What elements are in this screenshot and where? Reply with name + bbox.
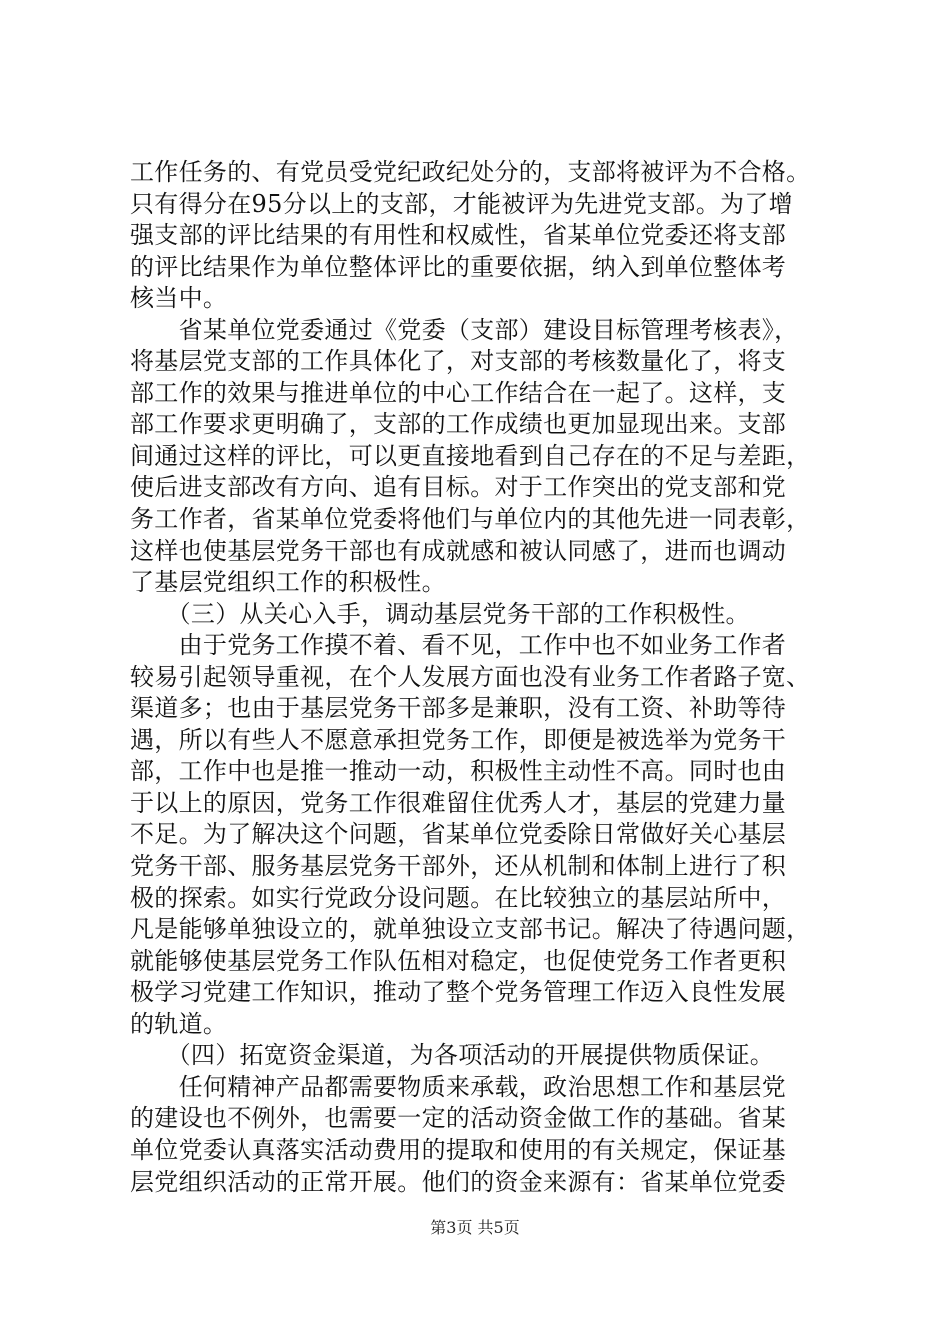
- text-line: 层党组织活动的正常开展。他们的资金来源有：省某单位党委: [130, 1167, 787, 1196]
- text-line: 只有得分在95分以上的支部，才能被评为先进党支部。为了增: [130, 189, 793, 218]
- text-line: 强支部的评比结果的有用性和权威性，省某单位党委还将支部: [130, 221, 787, 250]
- text-line: 任何精神产品都需要物质来承载，政治思想工作和基层党: [130, 1072, 787, 1101]
- section-heading: （三）从关心入手，调动基层党务干部的工作积极性。: [130, 599, 750, 628]
- text-line: 工作任务的、有党员受党纪政纪处分的，支部将被评为不合格。: [130, 158, 811, 186]
- text-line: 核当中。: [130, 284, 228, 313]
- page-number-footer: 第3页 共5页: [430, 1218, 520, 1237]
- text-line: 务工作者，省某单位党委将他们与单位内的其他先进一同表彰，: [130, 505, 811, 534]
- text-line: 的评比结果作为单位整体评比的重要依据，纳入到单位整体考: [130, 252, 787, 281]
- text-line: 使后进支部改有方向、追有目标。对于工作突出的党支部和党: [130, 473, 787, 502]
- text-line: 将基层党支部的工作具体化了，对支部的考核数量化了，将支: [130, 347, 787, 376]
- text-line: 了基层党组织工作的积极性。: [130, 568, 446, 597]
- text-line: 凡是能够单独设立的，就单独设立支部书记。解决了待遇问题，: [130, 915, 811, 944]
- text-line: 遇，所以有些人不愿意承担党务工作，即便是被选举为党务干: [130, 725, 787, 754]
- text-line: 较易引起领导重视，在个人发展方面也没有业务工作者路子宽、: [130, 662, 811, 691]
- text-line: 这样也使基层党务干部也有成就感和被认同感了，进而也调动: [130, 536, 787, 565]
- text-line: 的建设也不例外，也需要一定的活动资金做工作的基础。省某: [130, 1104, 787, 1133]
- section-heading: （四）拓宽资金渠道，为各项活动的开展提供物质保证。: [130, 1041, 775, 1070]
- text-line: 于以上的原因，党务工作很难留住优秀人才，基层的党建力量: [130, 788, 787, 817]
- text-line: 部工作的效果与推进单位的中心工作结合在一起了。这样，支: [130, 378, 787, 407]
- text-line: 部工作要求更明确了，支部的工作成绩也更加显现出来。支部: [130, 410, 787, 439]
- text-line: 渠道多；也由于基层党务干部多是兼职，没有工资、补助等待: [130, 694, 787, 723]
- text-line: 单位党委认真落实活动费用的提取和使用的有关规定，保证基: [130, 1135, 787, 1164]
- text-line: 由于党务工作摸不着、看不见，工作中也不如业务工作者: [130, 631, 787, 660]
- text-line: 极的探索。如实行党政分设问题。在比较独立的基层站所中，: [130, 883, 787, 912]
- body-text: [130, 157, 830, 1198]
- text-line: 党务干部、服务基层党务干部外，还从机制和体制上进行了积: [130, 852, 787, 881]
- text-line: 的轨道。: [130, 1009, 228, 1038]
- text-line: 不足。为了解决这个问题，省某单位党委除日常做好关心基层: [130, 820, 787, 849]
- text-line: 极学习党建工作知识，推动了整个党务管理工作迈入良性发展: [130, 978, 787, 1007]
- text-line: 省某单位党委通过《党委（支部）建设目标管理考核表》，: [130, 315, 799, 344]
- text-line: 部，工作中也是推一推动一动，积极性主动性不高。同时也由: [130, 757, 787, 786]
- text-line: 就能够使基层党务工作队伍相对稳定，也促使党务工作者更积: [130, 946, 787, 975]
- text-line: 间通过这样的评比，可以更直接地看到自己存在的不足与差距，: [130, 441, 811, 470]
